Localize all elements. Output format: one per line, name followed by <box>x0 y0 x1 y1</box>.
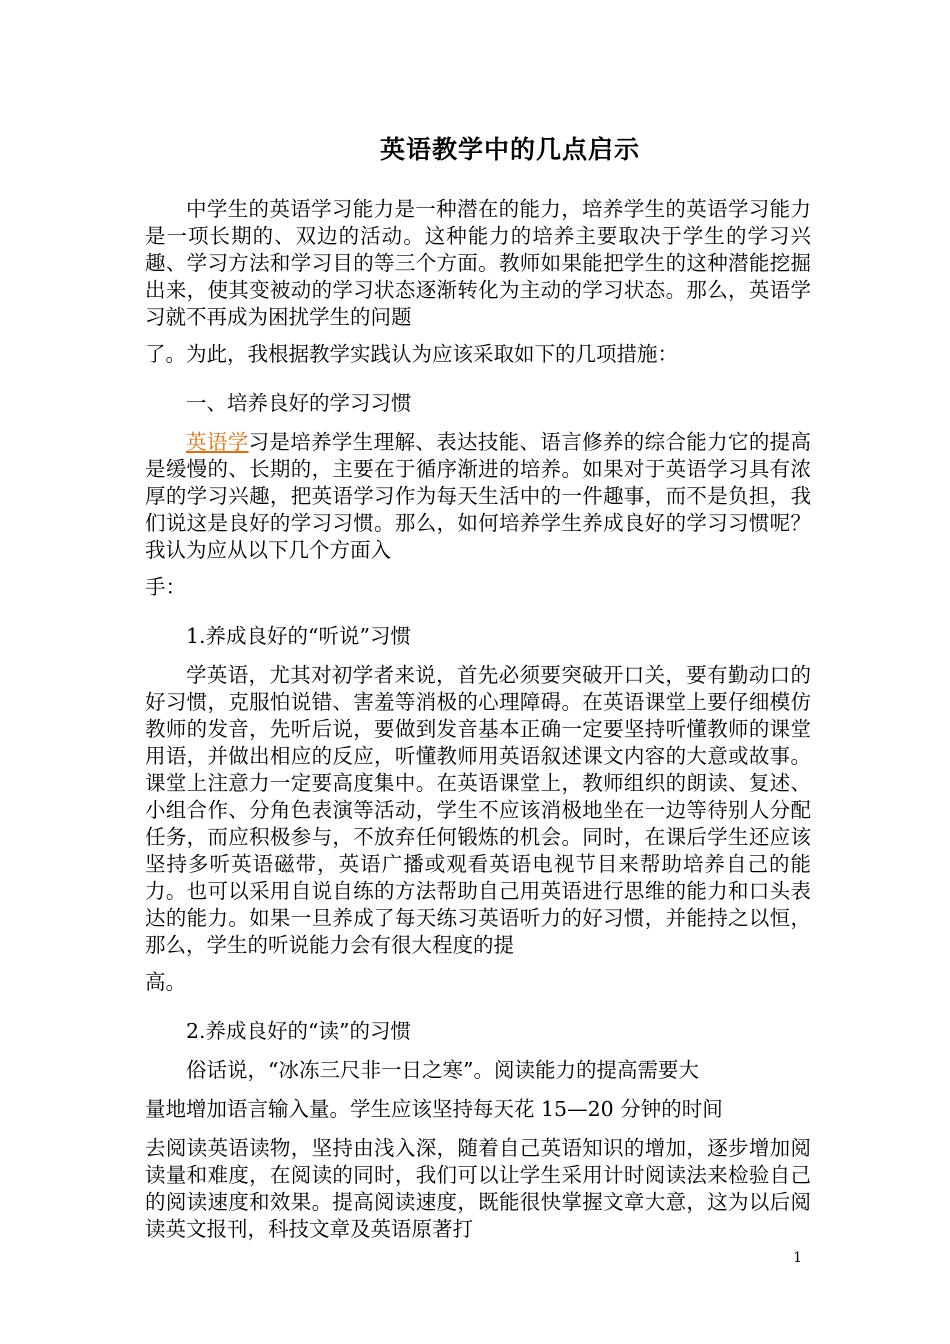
intro-tail: 了。为此，我根据教学实践认为应该采取如下的几项措施： <box>145 342 678 366</box>
intro-text: 中学生的英语学习能力是一种潜在的能力，培养学生的英语学习能力是一项长期的、双边的活动。这种能力的培养主要取决于学生的学习兴趣、学习方法和学习目的等三个方面。教师如果能把学生的这种潜能挖掘出来，使其变被动的学习状态逐渐转化为主动的学习状态。那么，英语学习就不再成为困扰学生的问题 <box>145 197 811 329</box>
document-title: 英语教学中的几点启示 <box>379 135 640 164</box>
intro-paragraph <box>145 196 811 368</box>
sub2-line1: 俗话说，“冰冻三尺非一日之寒”。阅读能力的提高需要大 <box>186 1058 699 1082</box>
sub1-paragraph <box>145 662 811 996</box>
section1-paragraph <box>145 429 811 601</box>
section1-text: 习是培养学生理解、表达技能、语言修养的综合能力它的提高是缓慢的、长期的，主要在于循序渐进的培养。如果对于英语学习具有浓厚的学习兴趣，把英语学习作为每天生活中的一件趣事，而不是负担，我们说这是良好的学习习惯。那么，如何培养学生养成良好的学习习惯呢？我认为应从以下几个方面入 <box>145 430 812 562</box>
sub2-line2: 量地增加语言输入量。学生应该坚持每天花 15—20 分钟的时间 <box>145 1097 723 1121</box>
sub2-heading: 2.养成良好的“读”的习惯 <box>186 1019 412 1043</box>
sub1-tail: 高。 <box>145 970 186 994</box>
section1-heading: 一、培养良好的学习习惯 <box>186 391 412 415</box>
sub1-heading: 1.养成良好的“听说”习惯 <box>186 624 412 648</box>
document-body <box>145 196 811 1243</box>
english-study-link[interactable]: 英语学 <box>186 430 249 454</box>
page-number: 1 <box>793 1250 802 1266</box>
sub2-paragraph: 去阅读英语读物，坚持由浅入深，随着自己英语知识的增加，逐步增加阅读量和难度，在阅读的同时，我们可以让学生采用计时阅读法来检验自己的阅读速度和效果。提高阅读速度，既能很快掌握文章大意，这为以后阅读英文报刊，科技文章及英语原著打 <box>145 1136 811 1241</box>
sub1-text: 学英语，尤其对初学者来说，首先必须要突破开口关，要有勤动口的好习惯，克服怕说错、害羞等消极的心理障碍。在英语课堂上要仔细模仿教师的发音，先听后说，要做到发音基本正确一定要坚持听懂教师的课堂用语，并做出相应的反应，听懂教师用英语叙述课文内容的大意或故事。课堂上注意力一定要高度集中。在英语课堂上，教师组织的朗读、复述、小组合作、分角色表演等活动，学生不应该消极地坐在一边等待别人分配任务，而应积极参与，不放弃任何锻炼的机会。同时，在课后学生还应该坚持多听英语磁带，英语广播或观看英语电视节目来帮助培养自己的能力。也可以采用自说自练的方法帮助自己用英语进行思维的能力和口头表达的能力。如果一旦养成了每天练习英语听力的好习惯，并能持之以恒，那么，学生的听说能力会有很大程度的提 <box>145 663 811 957</box>
section1-tail: 手： <box>145 575 186 599</box>
